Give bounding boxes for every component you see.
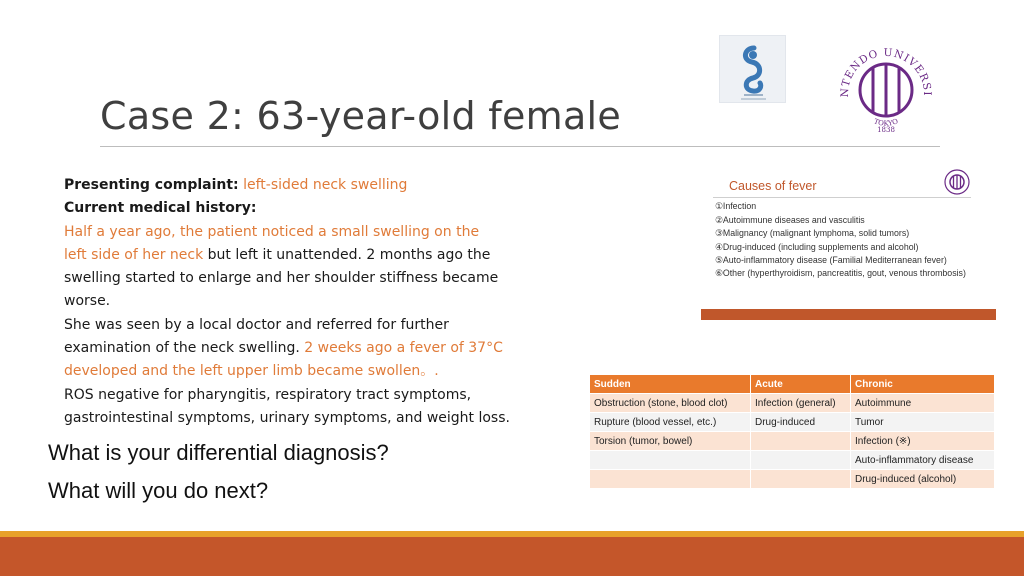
cause-item: ①Infection: [715, 201, 757, 211]
history-label: Current medical history:: [64, 200, 257, 217]
table-cell: Infection (※): [851, 432, 995, 451]
hospital-logo: [719, 35, 786, 103]
table-header-row: [590, 375, 995, 394]
table-row: [590, 394, 995, 413]
table-row: [590, 432, 995, 451]
history-line-1: Half a year ago, the patient noticed a small swelling on the: [64, 223, 480, 240]
history-line-2: [64, 244, 574, 267]
university-seal-icon: [836, 38, 936, 138]
table-cell: [751, 451, 851, 470]
history-line-3: swelling started to enlarge and her shoulder stiffness became: [64, 270, 499, 287]
table-row: [590, 413, 995, 432]
table-cell: [590, 451, 751, 470]
table-cell: [751, 432, 851, 451]
presenting-complaint-label: Presenting complaint:: [64, 177, 239, 193]
history-highlight-neck: left side of her neck: [64, 246, 204, 263]
column-header-chronic: Chronic: [851, 375, 995, 394]
table-cell: Drug-induced: [751, 413, 851, 432]
juntendo-university-logo: [836, 38, 936, 138]
cause-item: ⑥Other (hyperthyroidism, pancreatitis, gout, venous thrombosis): [715, 267, 966, 278]
causes-divider: [713, 197, 971, 198]
table-cell: Autoimmune: [851, 394, 995, 413]
svg-text:1838: 1838: [877, 126, 895, 134]
causes-of-fever-list: [715, 200, 985, 278]
ros-line-1: ROS negative for pharyngitis, respiratory tract symptoms,: [64, 386, 472, 403]
history-highlight-fever: 2 weeks ago a fever of 37°C: [304, 340, 503, 357]
causes-panel-accent-bar: [701, 309, 996, 320]
question-differential: What is your differential diagnosis?: [48, 440, 389, 465]
title-divider: [100, 146, 940, 147]
table-row: [590, 470, 995, 489]
ros-line-2: gastrointestinal symptoms, urinary symptoms, and weight loss.: [64, 409, 510, 426]
history-line-2-rest: but left it unattended. 2 months ago the: [203, 246, 491, 263]
cause-item: ⑤Auto-inflammatory disease (Familial Mediterranean fever): [715, 255, 947, 265]
cause-item: ④Drug-induced (including supplements and alcohol): [715, 241, 919, 252]
causes-of-fever-title: Causes of fever: [729, 179, 817, 193]
presenting-complaint-line: [64, 174, 574, 197]
table-cell: [751, 470, 851, 489]
footer-bar: [0, 537, 1024, 576]
table-cell: Rupture (blood vessel, etc.): [590, 413, 751, 432]
onset-category-table: [589, 374, 995, 489]
table-cell: Infection (general): [751, 394, 851, 413]
cause-item: ③Malignancy (malignant lymphoma, solid tumors): [715, 228, 910, 238]
causes-of-fever-panel: [701, 166, 996, 320]
svg-text:TOKYO: TOKYO: [872, 117, 900, 128]
history-line-6: [64, 337, 574, 360]
column-header-acute: Acute: [751, 375, 851, 394]
column-header-sudden: Sudden: [590, 375, 751, 394]
history-line-5: She was seen by a local doctor and referred for further: [64, 316, 449, 333]
presenting-complaint-value: left-sided neck swelling: [243, 177, 408, 193]
slide-title: Case 2: 63-year-old female: [100, 94, 622, 138]
history-line-7: developed and the left upper limb became swollen。.: [64, 363, 439, 380]
table-cell: [590, 470, 751, 489]
cause-item: ②Autoimmune diseases and vasculitis: [715, 214, 865, 225]
hospital-logo-icon: [720, 36, 787, 104]
table-cell: Tumor: [851, 413, 995, 432]
university-seal-small-icon: [943, 168, 971, 196]
table-cell: Obstruction (stone, blood clot): [590, 394, 751, 413]
history-line-6-start: examination of the neck swelling.: [64, 340, 305, 357]
table-cell: Auto-inflammatory disease: [851, 451, 995, 470]
table-cell: Torsion (tumor, bowel): [590, 432, 751, 451]
table-cell: Drug-induced (alcohol): [851, 470, 995, 489]
case-description: [64, 174, 574, 430]
history-line-4: worse.: [64, 293, 111, 310]
table-row: [590, 451, 995, 470]
svg-text:JUNTENDO UNIVERSITY: NTENDO UNIVERSI: [838, 46, 934, 98]
question-next-step: What will you do next?: [48, 478, 269, 503]
